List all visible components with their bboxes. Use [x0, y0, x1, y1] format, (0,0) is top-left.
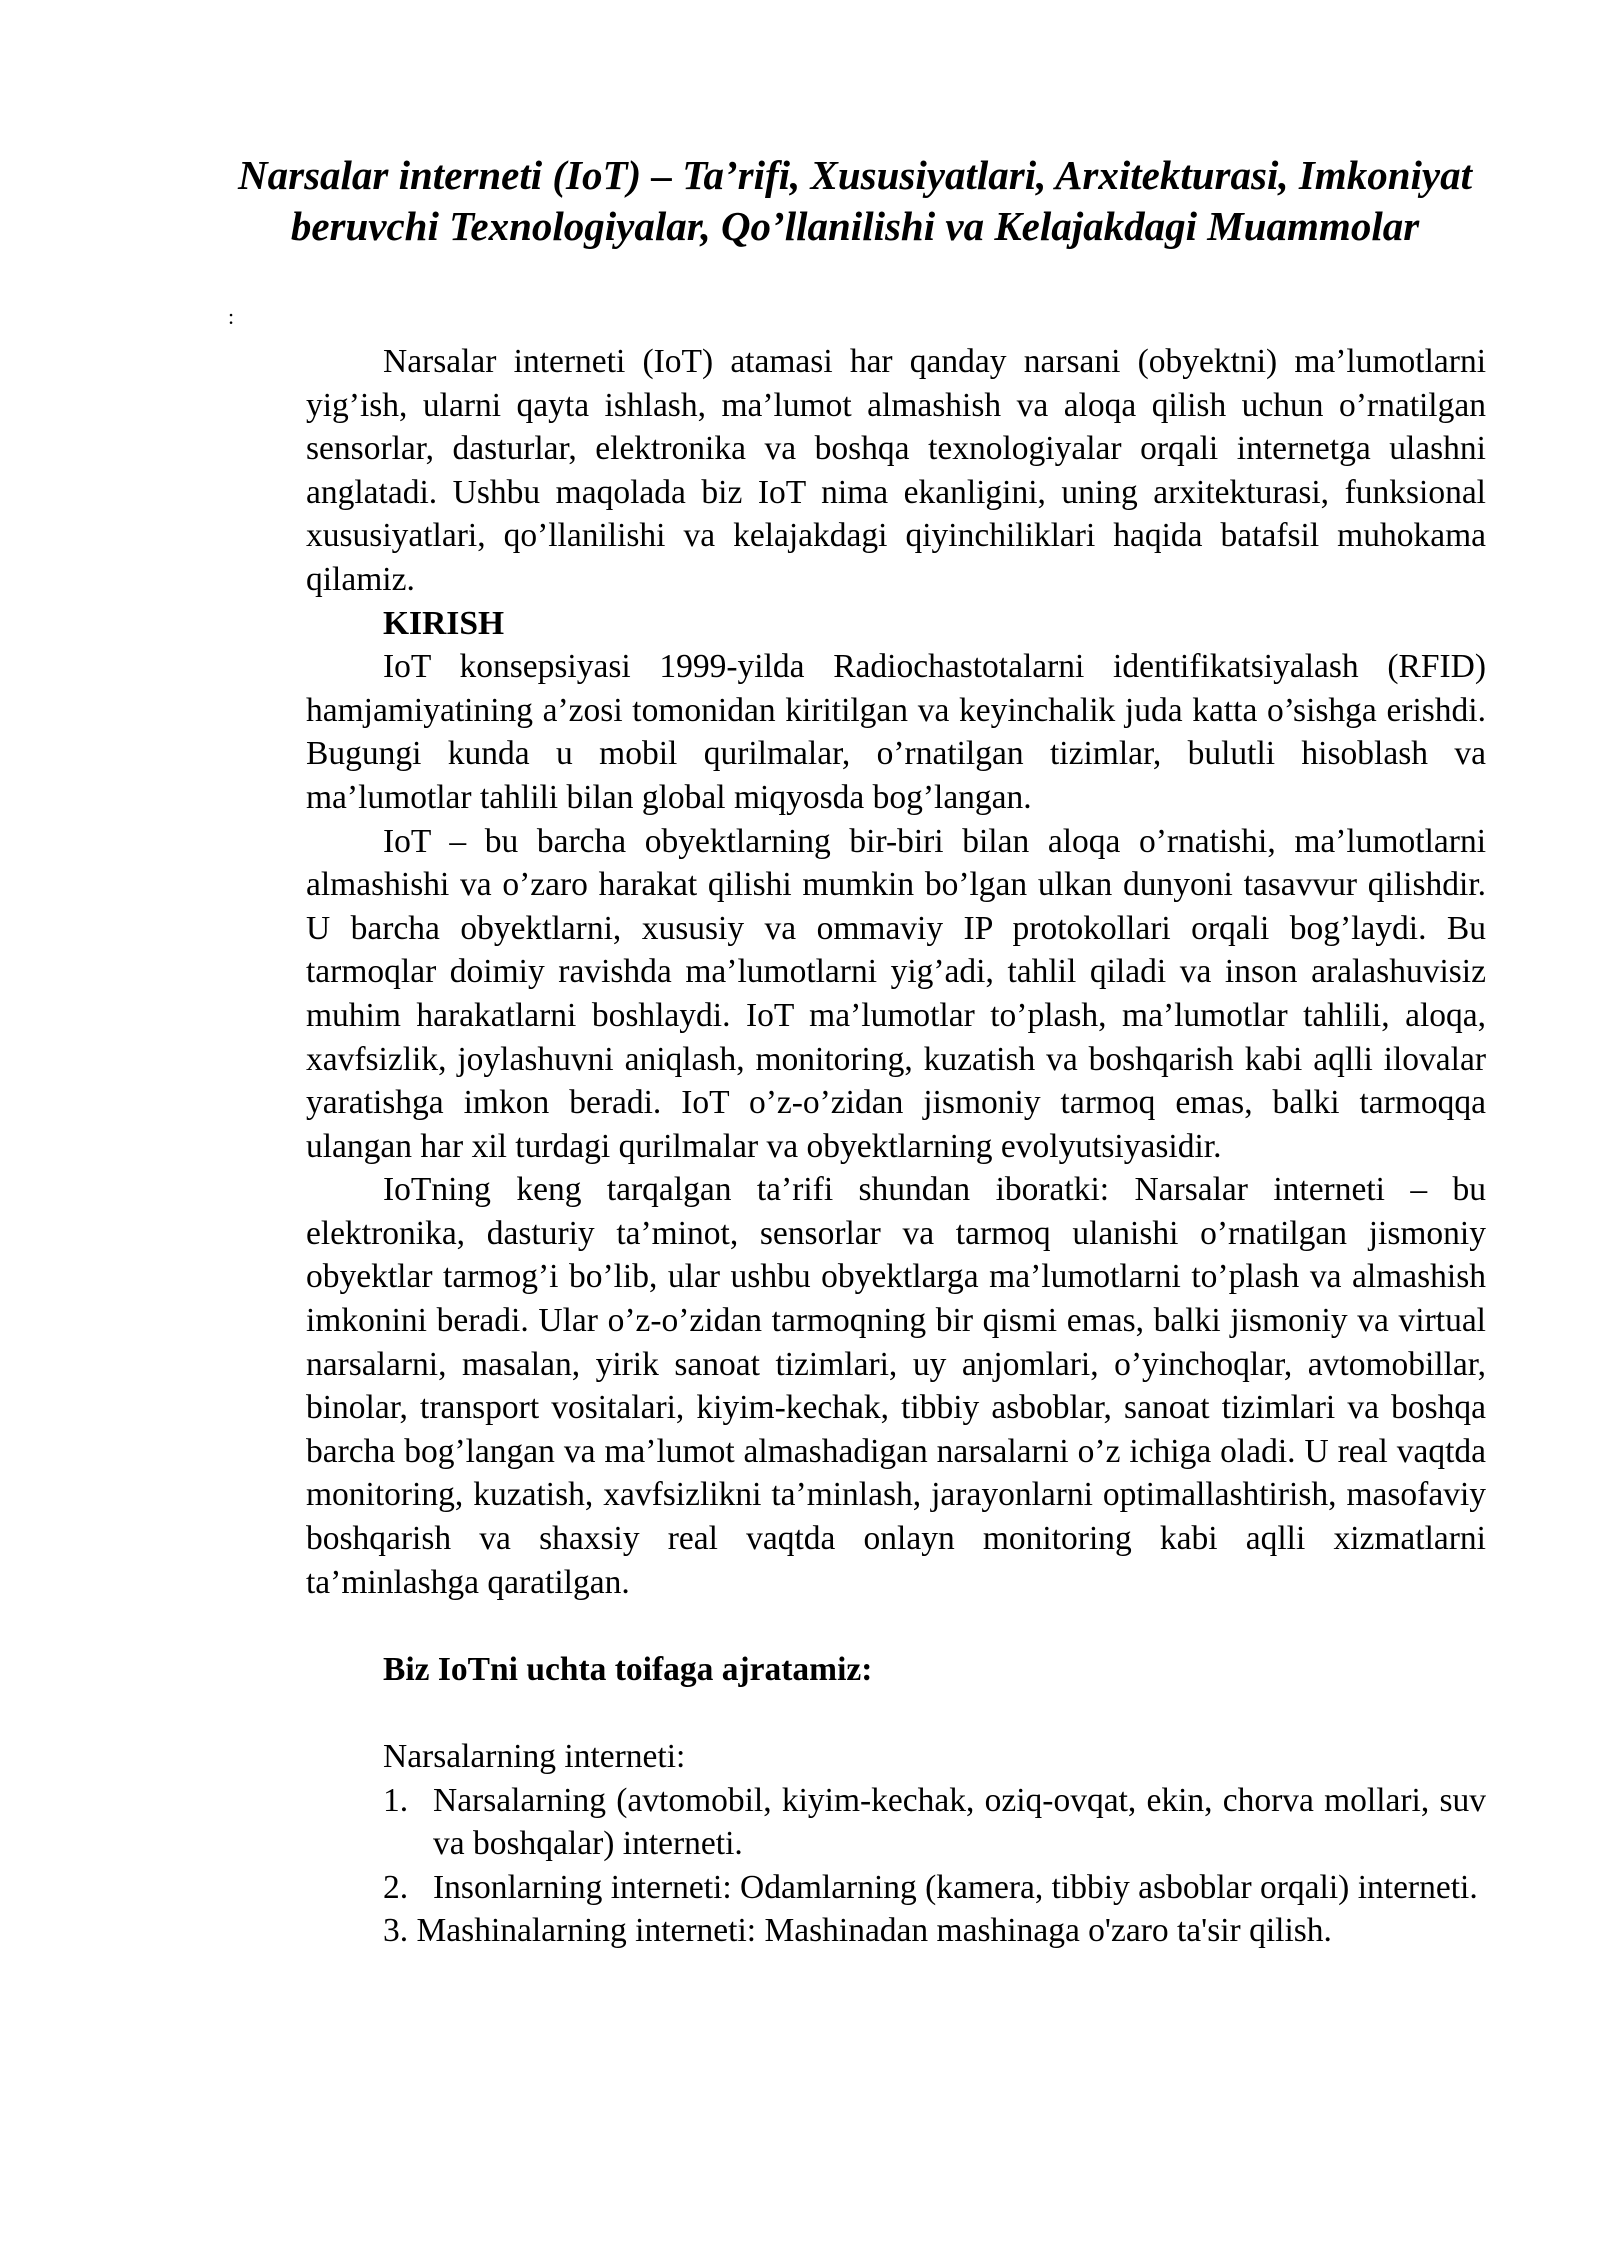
- abstract-paragraph: Narsalar interneti (IoT) atamasi har qanday narsani (obyektni) ma’lumotlarni yig’ish, ularni qayta ishlash, ma’lumot almashish va aloqa qilish uchun o’rnatilgan sensorlar, dasturlar, elektronika va boshqa texnologiyalar orqali internetga ulashni anglatadi. Ushbu maqolada biz IoT nima ekanligini, uning arxitekturasi, funksional xususiyatlari, qo’llanilishi va kelajakdagi qiyinchiliklari haqida batafsil muhokama qilamiz.: [306, 343, 1486, 598]
- intro-paragraph: IoT konsepsiyasi 1999-yilda Radiochastotalarni identifikatsiyalash (RFID) hamjamiyatining a’zosi tomonidan kiritilgan va keyinchalik juda katta o’sishga erishdi. Bugungi kunda u mobil qurilmalar, o’rnatilgan tizimlar, bulutli hisoblash va ma’lumotlar tahlili bilan global miqyosda bog’langan.: [306, 648, 1486, 816]
- list-item: [306, 1779, 1486, 1866]
- list-item-number: 2.: [383, 1868, 409, 1906]
- list-item: [306, 1866, 1486, 1910]
- list-item: [306, 1909, 1486, 1953]
- list-item-number: 1.: [383, 1781, 409, 1819]
- list-item-text: Mashinalarning interneti: Mashinadan mashinaga o'zaro ta'sir qilish.: [416, 1912, 1332, 1950]
- intro-heading: KIRISH: [383, 604, 505, 642]
- list-item-number: 3.: [383, 1912, 409, 1950]
- categories-list: [306, 1779, 1486, 1953]
- list-item-text: Narsalarning (avtomobil, kiyim-kechak, oziq-ovqat, ekin, chorva mollari, suv va boshqalar) interneti.: [433, 1781, 1486, 1863]
- stray-colon: :: [228, 304, 235, 329]
- list-item-text: Insonlarning interneti: Odamlarning (kamera, tibbiy asboblar orqali) interneti.: [433, 1868, 1478, 1906]
- intro-paragraph: IoT – bu barcha obyektlarning bir-biri bilan aloqa o’rnatishi, ma’lumotlarni almashishi va o’zaro harakat qilishi mumkin bo’lgan ulkan dunyoni tasavvur qilishdir. U barcha obyektlarni, xususiy va ommaviy IP protokollari orqali bog’laydi. Bu tarmoqlar doimiy ravishda ma’lumotlarni yig’adi, tahlil qiladi va inson aralashuvisiz muhim harakatlarni boshlaydi. IoT ma’lumotlar to’plash, ma’lumotlar tahlili, aloqa, xavfsizlik, joylashuvni aniqlash, monitoring, kuzatish va boshqarish kabi aqlli ilovalar yaratishga imkon beradi. IoT o’z-o’zidan jismoniy tarmoq emas, balki tarmoqqa ulangan har xil turdagi qurilmalar va obyektlarning evolyutsiyasidir.: [306, 822, 1486, 1165]
- blank-line: [306, 1691, 1486, 1735]
- document-title: Narsalar interneti (IoT) – Ta’rifi, Xususiyatlari, Arxitekturasi, Imkoniyat beruvchi Texnologiyalar, Qo’llanilishi va Kelajakdagi Muammolar: [238, 152, 1472, 249]
- document-body: [306, 340, 1486, 1953]
- intro-paragraph: IoTning keng tarqalgan ta’rifi shundan iboratki: Narsalar interneti – bu elektronika, dasturiy ta’minot, sensorlar va tarmoq ulanishi o’rnatilgan jismoniy obyektlar tarmog’i bo’lib, ular ushbu obyektlarga ma’lumotlarni to’plash va almashish imkonini beradi. Ular o’z-o’zidan tarmoqning bir qismi emas, balki jismoniy va virtual narsalarni, masalan, yirik sanoat tizimlari, uy anjomlari, o’yinchoqlar, avtomobillar, binolar, transport vositalari, kiyim-kechak, tibbiy asboblar, sanoat tizimlari va boshqa barcha bog’langan va ma’lumot almashadigan narsalarni o’z ichiga oladi. U real vaqtda monitoring, kuzatish, xavfsizlikni ta’minlash, jarayonlarni optimallashtirish, masofaviy boshqarish va shaxsiy real vaqtda onlayn monitoring kabi aqlli xizmatlarni ta’minlashga qaratilgan.: [306, 1171, 1486, 1601]
- categories-heading: Biz IoTni uchta toifaga ajratamiz:: [383, 1650, 873, 1688]
- blank-line: [306, 1604, 1486, 1648]
- categories-intro: Narsalarning interneti:: [383, 1738, 686, 1775]
